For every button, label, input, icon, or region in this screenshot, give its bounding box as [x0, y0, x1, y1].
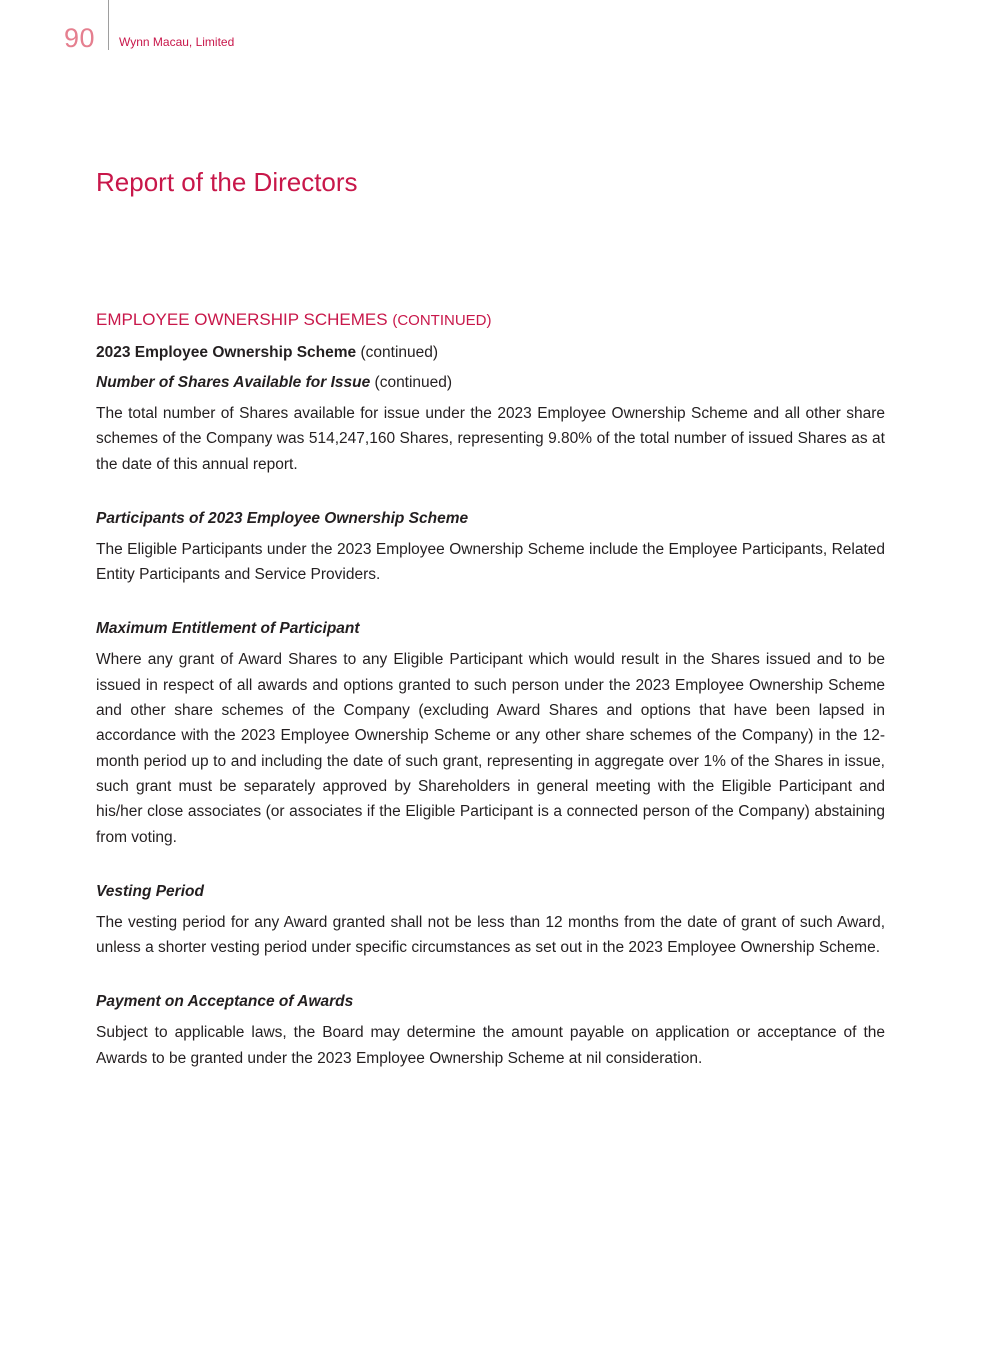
scheme-title — [96, 341, 885, 365]
paragraph-payment: Subject to applicable laws, the Board may determine the amount payable on application or acceptance of the Awards to be granted under the 2023 Employee Ownership Scheme at nil consideration. — [96, 1024, 885, 1067]
scheme-title-suffix: (continued) — [360, 344, 439, 361]
scheme-title-text: 2023 Employee Ownership Scheme — [96, 344, 357, 361]
subsection-heading-participants: Participants of 2023 Employee Ownership Scheme — [96, 509, 469, 527]
paragraph-shares-available: The total number of Shares available for issue under the 2023 Employee Ownership Scheme and all other share schemes of the Company was 514,247,160 Shares, representing 9.80% of the total number of issued Shares as at the date of this annual report. — [96, 405, 885, 473]
subsection-heading-shares-available — [96, 371, 885, 395]
subsection-heading-payment: Payment on Acceptance of Awards — [96, 993, 354, 1011]
subsection-heading-maximum-entitlement: Maximum Entitlement of Participant — [96, 620, 360, 638]
paragraph-maximum-entitlement: Where any grant of Award Shares to any Eligible Participant which would result in the Shares issued and to be issued in respect of all awards and options granted to such person under the 2023 Employee Ownership Scheme and other share schemes of the Company (excluding Award Shares and options that have been lapsed in accordance with the 2023 Employee Ownership Scheme or any other share schemes of the Company) in the 12-month period up to and including the date of such grant, representing in aggregate over 1% of the Shares in issue, such grant must be separately approved by Shareholders in general meeting with the Eligible Participant and his/her close associates (or associates if the Eligible Participant is a connected person of the Company) abstaining from voting. — [96, 651, 885, 846]
section-heading-main: EMPLOYEE OWNERSHIP SCHEMES — [96, 310, 388, 329]
report-content — [96, 308, 885, 1071]
section-heading-suffix: (CONTINUED) — [392, 312, 492, 329]
page-header — [0, 0, 1006, 60]
page-number: 90 — [64, 23, 96, 53]
paragraph-vesting-period: The vesting period for any Award granted shall not be less than 12 months from the date of grant of such Award, unless a shorter vesting period under specific circumstances as set out in the 2023 Employee Ownership Scheme. — [96, 913, 885, 957]
page-title: Report of the Directors — [96, 167, 358, 197]
paragraph-participants: The Eligible Participants under the 2023 Employee Ownership Scheme include the Employee Participants, Related Entity Participants and Service Providers. — [96, 540, 885, 584]
header-divider — [108, 0, 109, 50]
subsection-heading-vesting-period: Vesting Period — [96, 882, 204, 900]
section-heading — [96, 308, 885, 333]
subsection-heading-text: Number of Shares Available for Issue — [96, 374, 371, 391]
subsection-heading-suffix: (continued) — [374, 374, 453, 391]
company-name: Wynn Macau, Limited — [119, 35, 235, 49]
